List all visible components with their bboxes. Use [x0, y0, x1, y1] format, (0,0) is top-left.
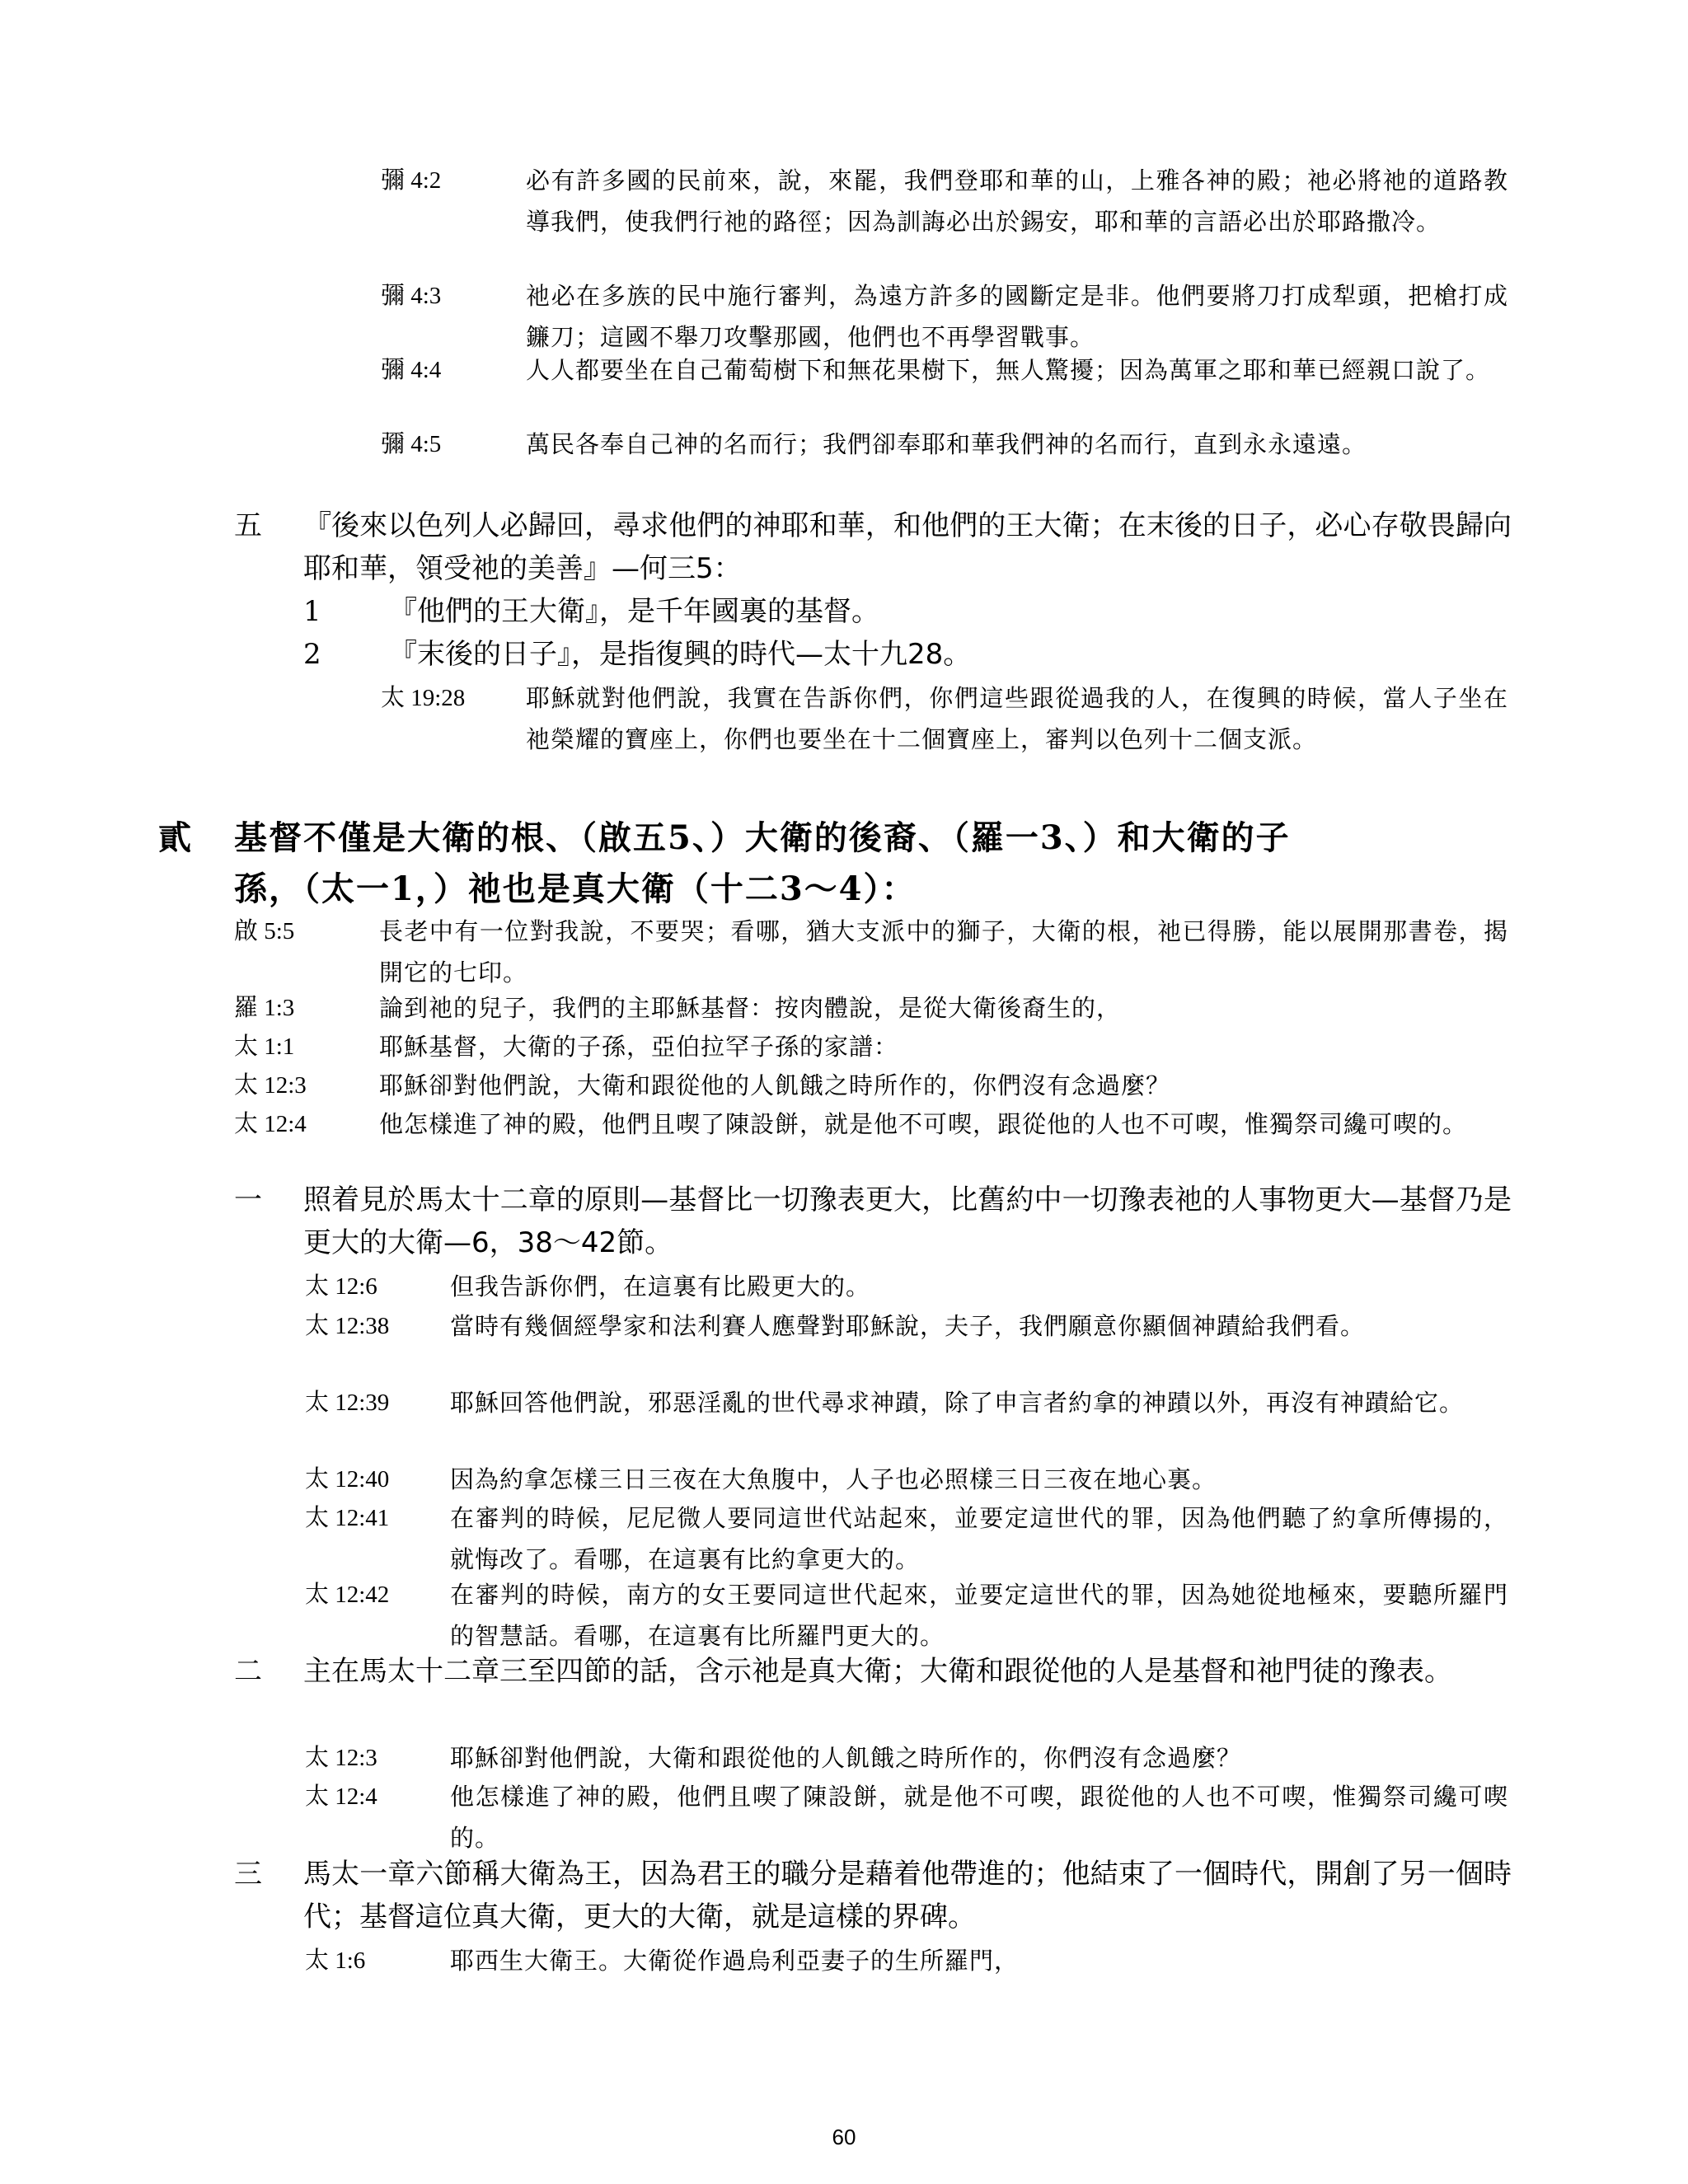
verse-ref: 彌 4:5 — [381, 431, 442, 457]
verse-mic-4-2 — [381, 160, 1508, 242]
verse-ref: 太 19:28 — [381, 685, 466, 711]
verse-ref: 太 12:6 — [305, 1273, 377, 1300]
verse-matt-12-40 — [305, 1459, 1508, 1500]
verse-text: 耶穌卻對他們說，大衛和跟從他的人飢餓之時所作的，你們沒有念過麼？ — [379, 1071, 1171, 1099]
point-text: 照着見於馬太十二章的原則—基督比一切豫表更大，比舊約中一切豫表祂的人事物更大—基督乃是更大的大衛—6，38～42節。 — [303, 1183, 1512, 1259]
sub-point-2 — [303, 633, 1512, 676]
point-text: 馬太一章六節稱大衛為王，因為君王的職分是藉着他帶進的；他結束了一個時代，開創了另一個時代；基督這位真大衛，更大的大衛，就是這樣的界碑。 — [303, 1858, 1512, 1933]
verse-mic-4-4 — [381, 349, 1508, 391]
verse-mic-4-5 — [381, 424, 1508, 465]
verse-text: 祂必在多族的民中施行審判，為遠方許多的國斷定是非。他們要將刀打成犁頭，把槍打成鐮刀；這國不舉刀攻擊那國，他們也不再學習戰事。 — [526, 282, 1508, 351]
verse-ref: 太 1:6 — [305, 1947, 366, 1974]
point-number: 五 — [234, 509, 262, 542]
verse-ref: 彌 4:3 — [381, 283, 442, 309]
verse-text: 因為約拿怎樣三日三夜在大魚腹中，人子也必照樣三日三夜在地心裏。 — [450, 1465, 1217, 1493]
verse-ref: 太 12:4 — [305, 1783, 377, 1810]
outline-point-five — [234, 504, 1512, 590]
verse-text: 在審判的時候，南方的女王要同這世代起來，並要定這世代的罪，因為她從地極來，要聽所羅門的智慧話。看哪，在這裏有比所羅門更大的。 — [450, 1581, 1508, 1650]
verse-ref: 太 12:42 — [305, 1582, 390, 1608]
verse-ref: 彌 4:2 — [381, 167, 442, 194]
point-number: 一 — [234, 1183, 262, 1216]
verse-text: 長老中有一位對我說，不要哭；看哪，猶大支派中的獅子，大衛的根，祂已得勝，能以展開那書卷，揭開它的七印。 — [379, 917, 1508, 987]
sub-point-number: 1 — [303, 595, 321, 628]
verse-ref: 太 12:40 — [305, 1466, 390, 1493]
heading-text — [234, 813, 1526, 915]
verse-matt-12-4-repeat — [305, 1776, 1508, 1858]
heading-number: 貳 — [158, 818, 191, 857]
verse-text: 耶穌就對他們說，我實在告訴你們，你們這些跟從過我的人，在復興的時候，當人子坐在祂榮耀的寶座上，你們也要坐在十二個寶座上，審判以色列十二個支派。 — [526, 684, 1508, 753]
verse-text: 耶穌回答他們說，邪惡淫亂的世代尋求神蹟，除了申言者約拿的神蹟以外，再沒有神蹟給它。 — [450, 1389, 1465, 1417]
verse-matt-12-4 — [234, 1104, 1508, 1145]
verse-matt-12-6 — [305, 1266, 1508, 1307]
verse-text: 耶穌卻對他們說，大衛和跟從他的人飢餓之時所作的，你們沒有念過麼？ — [450, 1744, 1242, 1772]
verse-matt-19-28 — [381, 677, 1508, 760]
verse-ref: 羅 1:3 — [234, 995, 295, 1021]
section-heading-two — [158, 813, 1526, 915]
verse-ref: 太 12:3 — [234, 1072, 307, 1099]
verse-ref: 太 12:41 — [305, 1505, 390, 1531]
verse-matt-12-3-repeat — [305, 1737, 1508, 1779]
sub-point-text: 『他們的王大衛』，是千年國裏的基督。 — [389, 595, 879, 628]
verse-mic-4-3 — [381, 275, 1508, 358]
verse-matt-12-39 — [305, 1382, 1508, 1423]
verse-ref: 太 12:3 — [305, 1745, 377, 1771]
sub-point-number: 2 — [303, 638, 321, 671]
verse-ref: 太 12:4 — [234, 1111, 307, 1137]
point-text: 主在馬太十二章三至四節的話，含示祂是真大衛；大衛和跟從他的人是基督和祂門徒的豫表。 — [303, 1655, 1452, 1688]
outline-point-two — [234, 1650, 1512, 1693]
heading-line-2: 孫，（太一1，）祂也是真大衛（十二3～4）： — [234, 869, 917, 908]
point-number: 三 — [234, 1858, 262, 1891]
verse-text: 萬民各奉自己神的名而行；我們卻奉耶和華我們神的名而行，直到永永遠遠。 — [526, 430, 1367, 458]
outline-point-one — [234, 1179, 1512, 1264]
verse-text: 他怎樣進了神的殿，他們且喫了陳設餅，就是他不可喫，跟從他的人也不可喫，惟獨祭司纔可喫的。 — [450, 1783, 1508, 1852]
page-number: 60 — [832, 2125, 856, 2149]
sub-point-text: 『末後的日子』，是指復興的時代—太十九28。 — [389, 638, 972, 671]
verse-rom-1-3 — [234, 987, 1508, 1029]
verse-matt-12-41 — [305, 1497, 1508, 1580]
verse-ref: 太 12:38 — [305, 1313, 390, 1339]
verse-rev-5-5 — [234, 911, 1508, 993]
verse-matt-12-3 — [234, 1065, 1508, 1106]
outline-point-three — [234, 1853, 1512, 1938]
verse-matt-1-1 — [234, 1026, 1508, 1067]
verse-matt-12-42 — [305, 1574, 1508, 1657]
verse-text: 人人都要坐在自己葡萄樹下和無花果樹下，無人驚擾；因為萬軍之耶和華已經親口說了。 — [526, 356, 1491, 384]
verse-text: 但我告訴你們，在這裏有比殿更大的。 — [450, 1272, 871, 1301]
verse-text: 在審判的時候，尼尼微人要同這世代站起來，並要定這世代的罪，因為他們聽了約拿所傳揚的，就悔改了。看哪，在這裏有比約拿更大的。 — [450, 1504, 1508, 1573]
verse-matt-12-38 — [305, 1305, 1508, 1347]
verse-text: 當時有幾個經學家和法利賽人應聲對耶穌說，夫子，我們願意你顯個神蹟給我們看。 — [450, 1312, 1366, 1340]
verse-ref: 彌 4:4 — [381, 357, 442, 383]
sub-point-1 — [303, 590, 1512, 633]
verse-ref: 啟 5:5 — [234, 918, 295, 944]
point-number: 二 — [234, 1655, 262, 1688]
verse-ref: 太 12:39 — [305, 1390, 390, 1416]
verse-text: 耶穌基督，大衛的子孫，亞伯拉罕子孫的家譜： — [379, 1033, 899, 1061]
point-text: 『後來以色列人必歸回，尋求他們的神耶和華，和他們的王大衛；在末後的日子，必心存敬畏歸向耶和華，領受祂的美善』—何三5： — [303, 509, 1512, 585]
verse-ref: 太 1:1 — [234, 1033, 295, 1060]
heading-line-1: 基督不僅是大衛的根、（啟五5、）大衛的後裔、（羅一3、）和大衛的子 — [234, 818, 1291, 857]
verse-text: 他怎樣進了神的殿，他們且喫了陳設餅，就是他不可喫，跟從他的人也不可喫，惟獨祭司纔可喫的。 — [379, 1110, 1468, 1138]
verse-text: 論到祂的兒子，我們的主耶穌基督：按肉體說，是從大衛後裔生的， — [379, 994, 1122, 1022]
verse-matt-1-6 — [305, 1940, 1508, 1981]
verse-text: 必有許多國的民前來，說，來罷，我們登耶和華的山，上雅各神的殿；祂必將祂的道路教導我們，使我們行祂的路徑；因為訓誨必出於錫安，耶和華的言語必出於耶路撒冷。 — [526, 166, 1508, 236]
verse-text: 耶西生大衛王。大衛從作過烏利亞妻子的生所羅門， — [450, 1947, 1020, 1975]
